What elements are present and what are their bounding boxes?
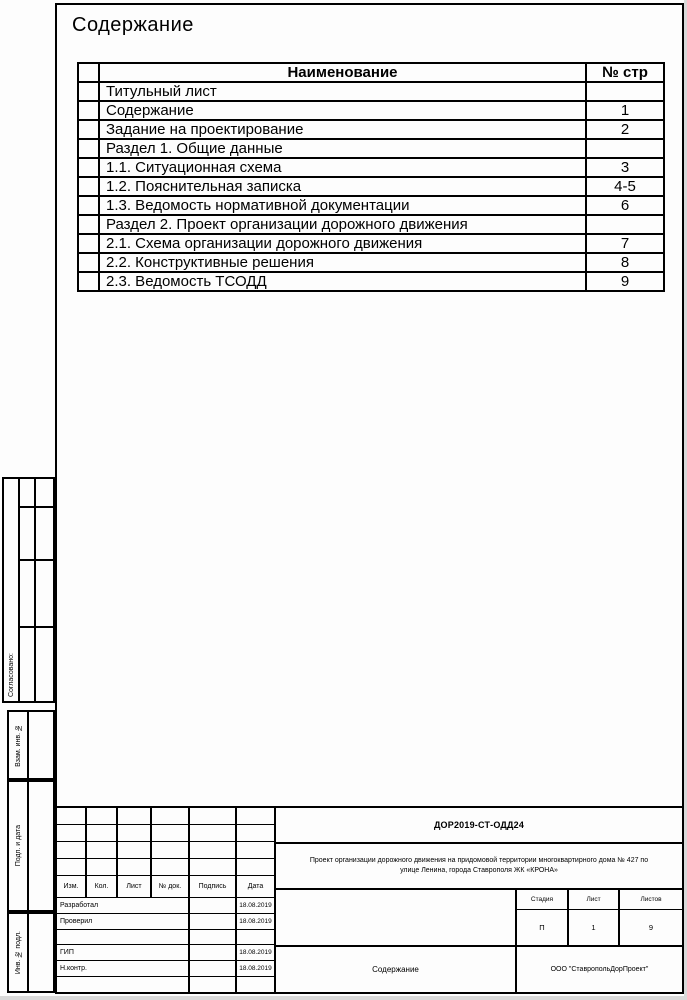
approval-label-cell bbox=[4, 479, 20, 701]
row-name-cell: 1.1. Ситуационная схема bbox=[99, 158, 586, 177]
table-row bbox=[78, 177, 664, 196]
podp-data-box bbox=[7, 780, 55, 912]
stage-band bbox=[276, 890, 682, 947]
revision-empty-row bbox=[57, 842, 274, 859]
stage-label: Стадия bbox=[517, 890, 569, 909]
vzam-inv-box bbox=[7, 710, 55, 780]
sheet-title: Содержание bbox=[276, 947, 517, 992]
contents-header-page: № стр bbox=[586, 63, 664, 82]
role-row bbox=[57, 944, 274, 960]
row-name-cell: 2.1. Схема организации дорожного движения bbox=[99, 234, 586, 253]
row-marker-cell bbox=[78, 82, 99, 101]
col-date: Дата bbox=[247, 883, 264, 890]
role-date bbox=[237, 930, 274, 945]
row-page-cell: 6 bbox=[586, 196, 664, 215]
row-page-cell: 8 bbox=[586, 253, 664, 272]
table-row bbox=[78, 272, 664, 291]
stage-empty-cell bbox=[276, 890, 517, 945]
row-marker-cell bbox=[78, 158, 99, 177]
contents-table bbox=[77, 62, 665, 292]
table-row bbox=[78, 101, 664, 120]
row-marker-cell bbox=[78, 253, 99, 272]
table-row bbox=[78, 253, 664, 272]
role-row bbox=[57, 913, 274, 929]
sheets-label: Листов bbox=[640, 896, 662, 903]
sheet-value: 1 bbox=[569, 910, 620, 945]
row-marker-cell bbox=[78, 177, 99, 196]
row-page-cell: 9 bbox=[586, 272, 664, 291]
contents-header-name: Наименование bbox=[99, 63, 586, 82]
stage-value: П bbox=[517, 910, 569, 945]
revision-header-row bbox=[57, 876, 274, 897]
row-marker-cell bbox=[78, 272, 99, 291]
role-row bbox=[57, 929, 274, 945]
role-row bbox=[57, 960, 274, 976]
row-name-cell: Раздел 2. Проект организации дорожного движения bbox=[99, 215, 586, 234]
row-name-cell: 1.3. Ведомость нормативной документации bbox=[99, 196, 586, 215]
role-date: 18.08.2019 bbox=[239, 901, 272, 909]
contents-header-empty bbox=[78, 63, 99, 82]
role-label: ГИП bbox=[57, 945, 190, 960]
role-date: 18.08.2019 bbox=[239, 917, 272, 925]
approval-label: Согласовано: bbox=[7, 652, 15, 697]
revision-table bbox=[57, 808, 276, 992]
col-kol: Кол. bbox=[87, 876, 118, 897]
role-signature-cell bbox=[190, 930, 237, 945]
stage-value-row bbox=[517, 910, 682, 945]
table-row bbox=[78, 196, 664, 215]
revision-empty-row bbox=[57, 859, 274, 876]
role-label: Проверил bbox=[57, 914, 190, 929]
row-page-cell: 7 bbox=[586, 234, 664, 253]
table-row bbox=[78, 158, 664, 177]
row-page-cell bbox=[586, 82, 664, 101]
row-name-cell: 1.2. Пояснительная записка bbox=[99, 177, 586, 196]
table-row bbox=[78, 82, 664, 101]
row-name-cell: Задание на проектирование bbox=[99, 120, 586, 139]
row-name-cell: 2.2. Конструктивные решения bbox=[99, 253, 586, 272]
row-name-cell: Содержание bbox=[99, 101, 586, 120]
row-marker-cell bbox=[78, 120, 99, 139]
role-row bbox=[57, 976, 274, 992]
row-page-cell: 1 bbox=[586, 101, 664, 120]
approval-date-column bbox=[36, 479, 53, 701]
role-date: 18.08.2019 bbox=[239, 949, 272, 957]
role-row bbox=[57, 897, 274, 913]
role-signature-cell bbox=[190, 977, 237, 992]
role-label: Н.контр. bbox=[57, 961, 190, 976]
stage-header-row bbox=[517, 890, 682, 910]
approval-box bbox=[2, 477, 55, 703]
row-page-cell: 2 bbox=[586, 120, 664, 139]
role-date bbox=[237, 977, 274, 992]
title-block-bottom bbox=[276, 947, 682, 992]
role-signature-cell bbox=[190, 898, 237, 913]
revision-empty-row bbox=[57, 808, 274, 825]
contents-header-row bbox=[78, 63, 664, 82]
table-row bbox=[78, 234, 664, 253]
revision-empty-row bbox=[57, 825, 274, 842]
row-page-cell: 4-5 bbox=[586, 177, 664, 196]
col-izm: Изм. bbox=[57, 876, 87, 897]
table-row bbox=[78, 139, 664, 158]
row-name-cell: Титульный лист bbox=[99, 82, 586, 101]
vzam-inv-label: Взам. инв. № bbox=[14, 723, 22, 767]
role-signature-cell bbox=[190, 914, 237, 929]
organization-name: ООО "СтавропольДорПроект" bbox=[550, 966, 649, 973]
table-row bbox=[78, 120, 664, 139]
approval-signature-column bbox=[20, 479, 36, 701]
row-marker-cell bbox=[78, 196, 99, 215]
inv-podl-box bbox=[7, 912, 55, 993]
table-row bbox=[78, 215, 664, 234]
stage-table bbox=[517, 890, 682, 945]
row-marker-cell bbox=[78, 215, 99, 234]
role-signature-cell bbox=[190, 945, 237, 960]
inv-podl-label: Инв. № подл. bbox=[14, 930, 22, 975]
row-marker-cell bbox=[78, 234, 99, 253]
page-title: Содержание bbox=[72, 14, 194, 36]
role-label bbox=[57, 930, 190, 945]
role-label: Разработал bbox=[57, 898, 190, 913]
project-description: Проект организации дорожного движения на придомовой территории многоквартирного дома № 427 по улице Ленина, города Ставрополя ЖК «КРОНА» bbox=[276, 844, 682, 890]
sheets-value: 9 bbox=[648, 923, 654, 932]
role-label bbox=[57, 977, 190, 992]
row-page-cell: 3 bbox=[586, 158, 664, 177]
col-dok: № док. bbox=[152, 876, 190, 897]
document-code: ДОР2019-СТ-ОДД24 bbox=[276, 808, 682, 844]
row-page-cell bbox=[586, 139, 664, 158]
row-name-cell: Раздел 1. Общие данные bbox=[99, 139, 586, 158]
col-list: Лист bbox=[118, 876, 152, 897]
col-sign: Подпись bbox=[190, 876, 237, 897]
sheet-label: Лист bbox=[569, 890, 620, 909]
title-block bbox=[55, 806, 684, 994]
role-signature-cell bbox=[190, 961, 237, 976]
row-page-cell bbox=[586, 215, 664, 234]
title-block-right bbox=[276, 808, 682, 992]
row-name-cell: 2.3. Ведомость ТСОДД bbox=[99, 272, 586, 291]
row-marker-cell bbox=[78, 101, 99, 120]
role-date: 18.08.2019 bbox=[239, 965, 272, 973]
podp-data-label: Подп. и дата bbox=[14, 825, 22, 867]
row-marker-cell bbox=[78, 139, 99, 158]
